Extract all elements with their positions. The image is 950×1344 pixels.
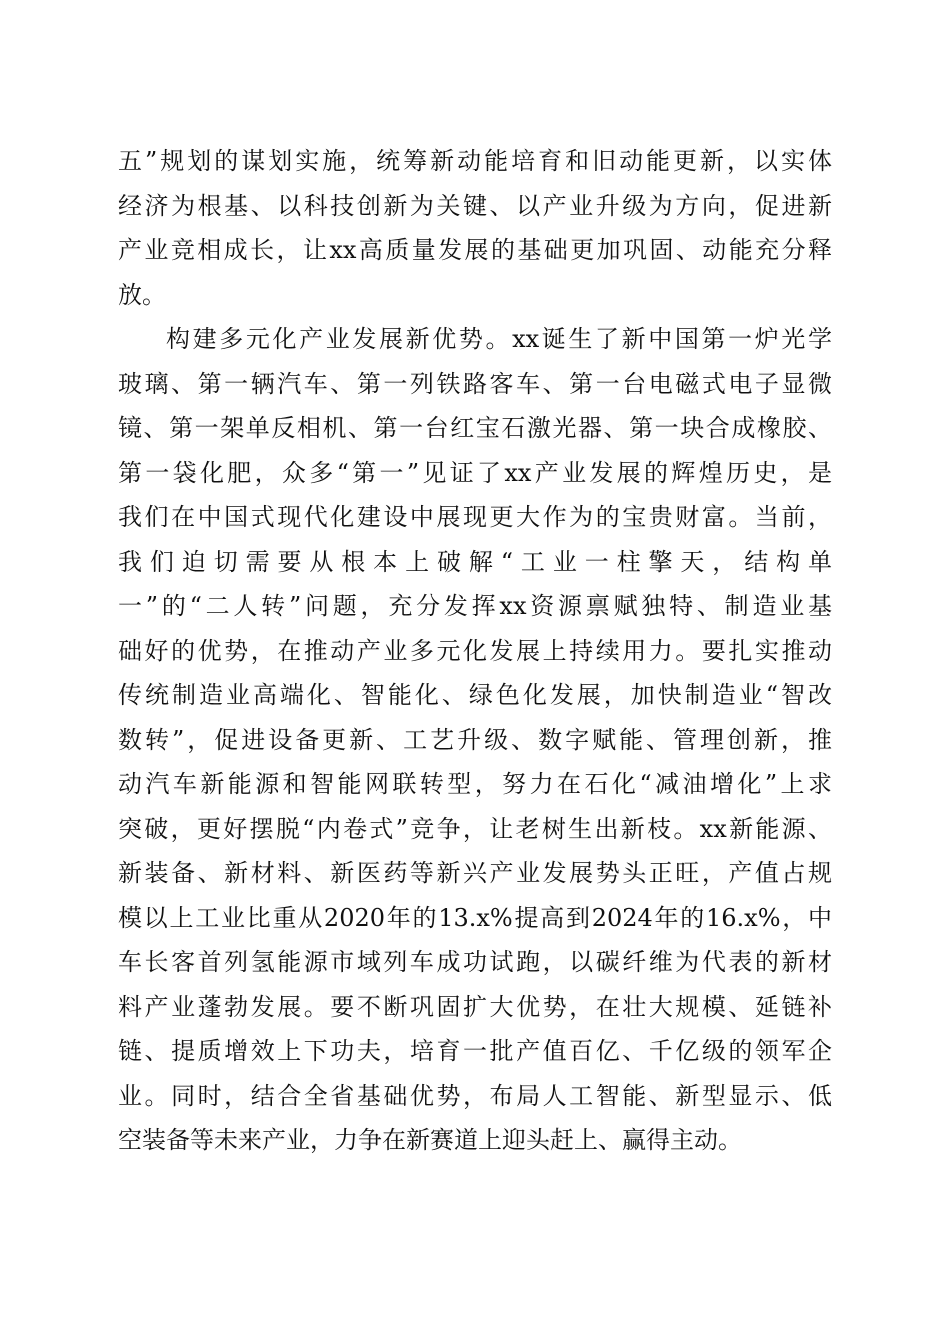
text-line: 模以上工业比重从2020年的13.x%提高到2024年的16.x%，中 bbox=[118, 903, 832, 932]
text-line: 一”的“二人转”问题，充分发挥xx资源禀赋独特、制造业基 bbox=[118, 592, 832, 620]
text-line: 构建多元化产业发展新优势。xx诞生了新中国第一炉光学 bbox=[166, 325, 832, 353]
text-line: 我们迫切需要从根本上破解“工业一柱擎天，结构单 bbox=[118, 547, 832, 576]
text-line: 经济为根基、以科技创新为关键、以产业升级为方向，促进新 bbox=[118, 191, 832, 220]
text-line: 第一袋化肥，众多“第一”见证了xx产业发展的辉煌历史，是 bbox=[118, 458, 832, 487]
text-line: 我们在中国式现代化建设中展现更大作为的宝贵财富。当前， bbox=[118, 503, 832, 531]
text-line: 新装备、新材料、新医药等新兴产业发展势头正旺，产值占规 bbox=[118, 859, 832, 887]
text-line: 玻璃、第一辆汽车、第一列铁路客车、第一台电磁式电子显微 bbox=[118, 369, 832, 398]
text-line: 料产业蓬勃发展。要不断巩固扩大优势，在壮大规模、延链补 bbox=[118, 992, 832, 1021]
text-line: 数转”，促进设备更新、工艺升级、数字赋能、管理创新，推 bbox=[118, 725, 832, 754]
text-line: 镜、第一架单反相机、第一台红宝石激光器、第一块合成橡胶、 bbox=[118, 414, 832, 442]
text-line: 五”规划的谋划实施，统筹新动能培育和旧动能更新，以实体 bbox=[118, 147, 832, 175]
text-line: 放。 bbox=[118, 280, 166, 309]
text-line: 车长客首列氢能源市域列车成功试跑，以碳纤维为代表的新材 bbox=[118, 948, 832, 976]
text-line: 动汽车新能源和智能网联转型，努力在石化“减油增化”上求 bbox=[118, 770, 832, 798]
text-line: 础好的优势，在推动产业多元化发展上持续用力。要扎实推动 bbox=[118, 636, 832, 665]
text-line: 传统制造业高端化、智能化、绿色化发展，加快制造业“智改 bbox=[118, 681, 832, 709]
text-line: 产业竞相成长，让xx高质量发展的基础更加巩固、动能充分释 bbox=[118, 236, 832, 264]
body-text bbox=[118, 139, 832, 1163]
text-line: 链、提质增效上下功夫，培育一批产值百亿、千亿级的领军企 bbox=[118, 1037, 832, 1065]
text-line: 空装备等未来产业，力争在新赛道上迎头赶上、赢得主动。 bbox=[118, 1126, 742, 1154]
text-line: 突破，更好摆脱“内卷式”竞争，让老树生出新枝。xx新能源、 bbox=[118, 814, 832, 843]
text-line: 业。同时，结合全省基础优势，布局人工智能、新型显示、低 bbox=[118, 1081, 832, 1110]
